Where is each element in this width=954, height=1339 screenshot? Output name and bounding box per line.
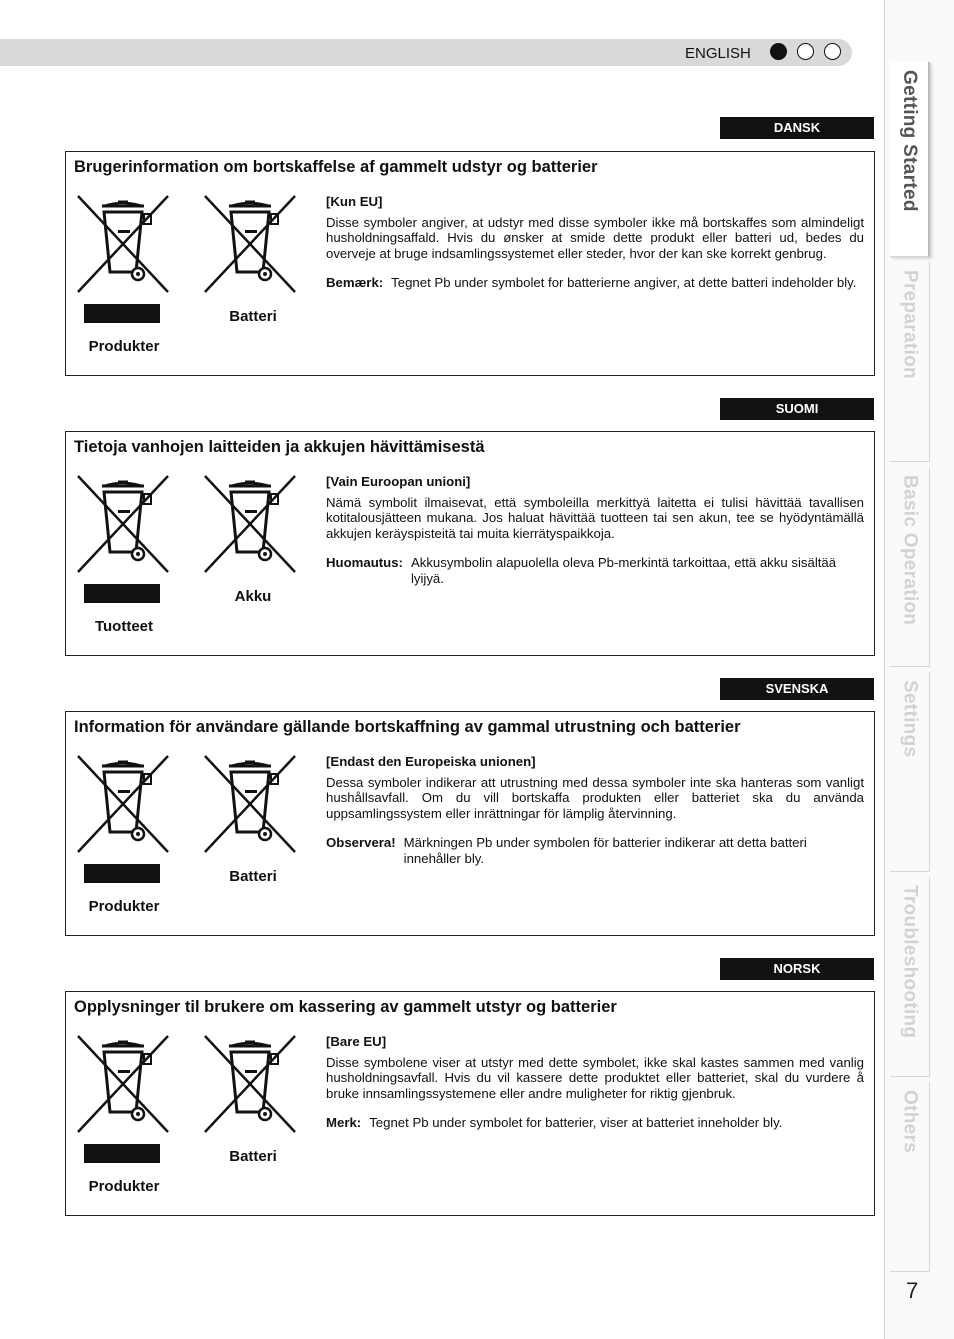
body-text: Disse symboler angiver, at udstyr med disse symboler ikke må bortskaffes som almindeligt husholdningsaffald. Hvis du ønsker at smide dette produkt eller batteri ud, bedes du overveje at bruge indsamlingssystemet eller steder, hvor der kan ske korrekt genbrug. bbox=[326, 214, 864, 261]
note-label: Huomautus: bbox=[326, 555, 403, 571]
black-bar-mark bbox=[84, 1144, 160, 1163]
crossed-bin-icon bbox=[74, 472, 172, 576]
tab-getting-started[interactable]: Getting Started bbox=[890, 62, 930, 257]
crossed-bin-icon bbox=[201, 192, 299, 296]
battery-caption: Akku bbox=[234, 588, 272, 605]
product-caption: Produkter bbox=[88, 898, 160, 915]
note-label: Merk: bbox=[326, 1115, 362, 1131]
note bbox=[326, 275, 864, 291]
section-title: Brugerinformation om bortskaffelse af gammelt udstyr og batterier bbox=[74, 158, 598, 176]
section-text bbox=[326, 1034, 864, 1131]
subheading: [Endast den Europeiska unionen] bbox=[326, 754, 536, 769]
tab-preparation[interactable]: Preparation bbox=[890, 262, 930, 462]
battery-caption: Batteri bbox=[229, 1148, 277, 1165]
subheading: [Vain Euroopan unioni] bbox=[326, 474, 471, 489]
product-caption: Produkter bbox=[88, 338, 160, 355]
tab-settings[interactable]: Settings bbox=[890, 672, 930, 872]
section-box bbox=[65, 711, 875, 936]
section-box bbox=[65, 151, 875, 376]
tab-basic-operation[interactable]: Basic Operation bbox=[890, 467, 930, 667]
language-tag: SUOMI bbox=[720, 398, 874, 420]
note-text: Tegnet Pb under symbolet for batterierne angiver, at dette batteri indeholder bly. bbox=[391, 275, 857, 291]
crossed-bin-icon bbox=[201, 752, 299, 856]
section-title: Information för användare gällande bortskaffning av gammal utrustning och batterier bbox=[74, 718, 741, 736]
note bbox=[326, 1115, 864, 1131]
section-text bbox=[326, 754, 864, 867]
crossed-bin-icon bbox=[201, 1032, 299, 1136]
note-text: Tegnet Pb under symbolet for batterier, viser at batteriet inneholder bly. bbox=[369, 1115, 783, 1131]
subheading: [Bare EU] bbox=[326, 1034, 387, 1049]
note-text: Akkusymbolin alapuolella oleva Pb-merkintä tarkoittaa, että akku sisältää lyijyä. bbox=[410, 555, 837, 586]
note-label: Observera! bbox=[326, 835, 396, 851]
section-title: Opplysninger til brukere om kassering av gammelt utstyr og batterier bbox=[74, 998, 617, 1016]
black-bar-mark bbox=[84, 584, 160, 603]
body-text: Dessa symboler indikerar att utrustning med dessa symboler inte ska hanteras som vanligt hushållsavfall. Om du vill bortskaffa produkten eller batteriet ska du använda uppsamlingssystem eller inrättningar för lämplig återvinning. bbox=[326, 774, 864, 821]
language-tag: NORSK bbox=[720, 958, 874, 980]
crossed-bin-icon bbox=[74, 752, 172, 856]
crossed-bin-icon bbox=[74, 192, 172, 296]
language-label: ENGLISH bbox=[685, 45, 751, 62]
black-bar-mark bbox=[84, 304, 160, 323]
body-text: Disse symbolene viser at utstyr med dette symbolet, ikke skal kastes sammen med vanlig husholdningsavfall. Hvis du vil kassere dette produktet eller batteriet, skal du vurdere å bruke innsamlingssystemene eller andre muligheter for riktig gjenbruk. bbox=[326, 1054, 864, 1101]
note-text: Märkningen Pb under symbolen för batterier indikerar att detta batteri innehåller bly. bbox=[403, 835, 807, 866]
language-tag: SVENSKA bbox=[720, 678, 874, 700]
body-text: Nämä symbolit ilmaisevat, että symboleilla merkittyä laitetta ei tulisi hävittää tavallisen kotitalousjätteen mukana. Jos haluat hävittää tuotteen tai sen akun, tee se hyödyntämällä akkujen keräyspisteitä tai muita kierrätyspaikkoja. bbox=[326, 494, 864, 541]
tab-others[interactable]: Others bbox=[890, 1082, 930, 1272]
page-indicator-dot bbox=[770, 43, 787, 60]
section-box bbox=[65, 991, 875, 1216]
crossed-bin-icon bbox=[201, 472, 299, 576]
page-indicator-dot bbox=[797, 43, 814, 60]
note bbox=[326, 835, 864, 866]
crossed-bin-icon bbox=[74, 1032, 172, 1136]
language-tag: DANSK bbox=[720, 117, 874, 139]
battery-caption: Batteri bbox=[229, 308, 277, 325]
section-text bbox=[326, 194, 864, 291]
page-indicator-dot bbox=[824, 43, 841, 60]
black-bar-mark bbox=[84, 864, 160, 883]
page-number: 7 bbox=[906, 1278, 919, 1303]
battery-caption: Batteri bbox=[229, 868, 277, 885]
product-caption: Produkter bbox=[88, 1178, 160, 1195]
section-box bbox=[65, 431, 875, 656]
product-caption: Tuotteet bbox=[94, 618, 154, 635]
section-text bbox=[326, 474, 864, 587]
section-title: Tietoja vanhojen laitteiden ja akkujen hävittämisestä bbox=[74, 438, 485, 456]
tab-troubleshooting[interactable]: Troubleshooting bbox=[890, 877, 930, 1077]
note-label: Bemærk: bbox=[326, 275, 384, 291]
subheading: [Kun EU] bbox=[326, 194, 383, 209]
note bbox=[326, 555, 864, 586]
